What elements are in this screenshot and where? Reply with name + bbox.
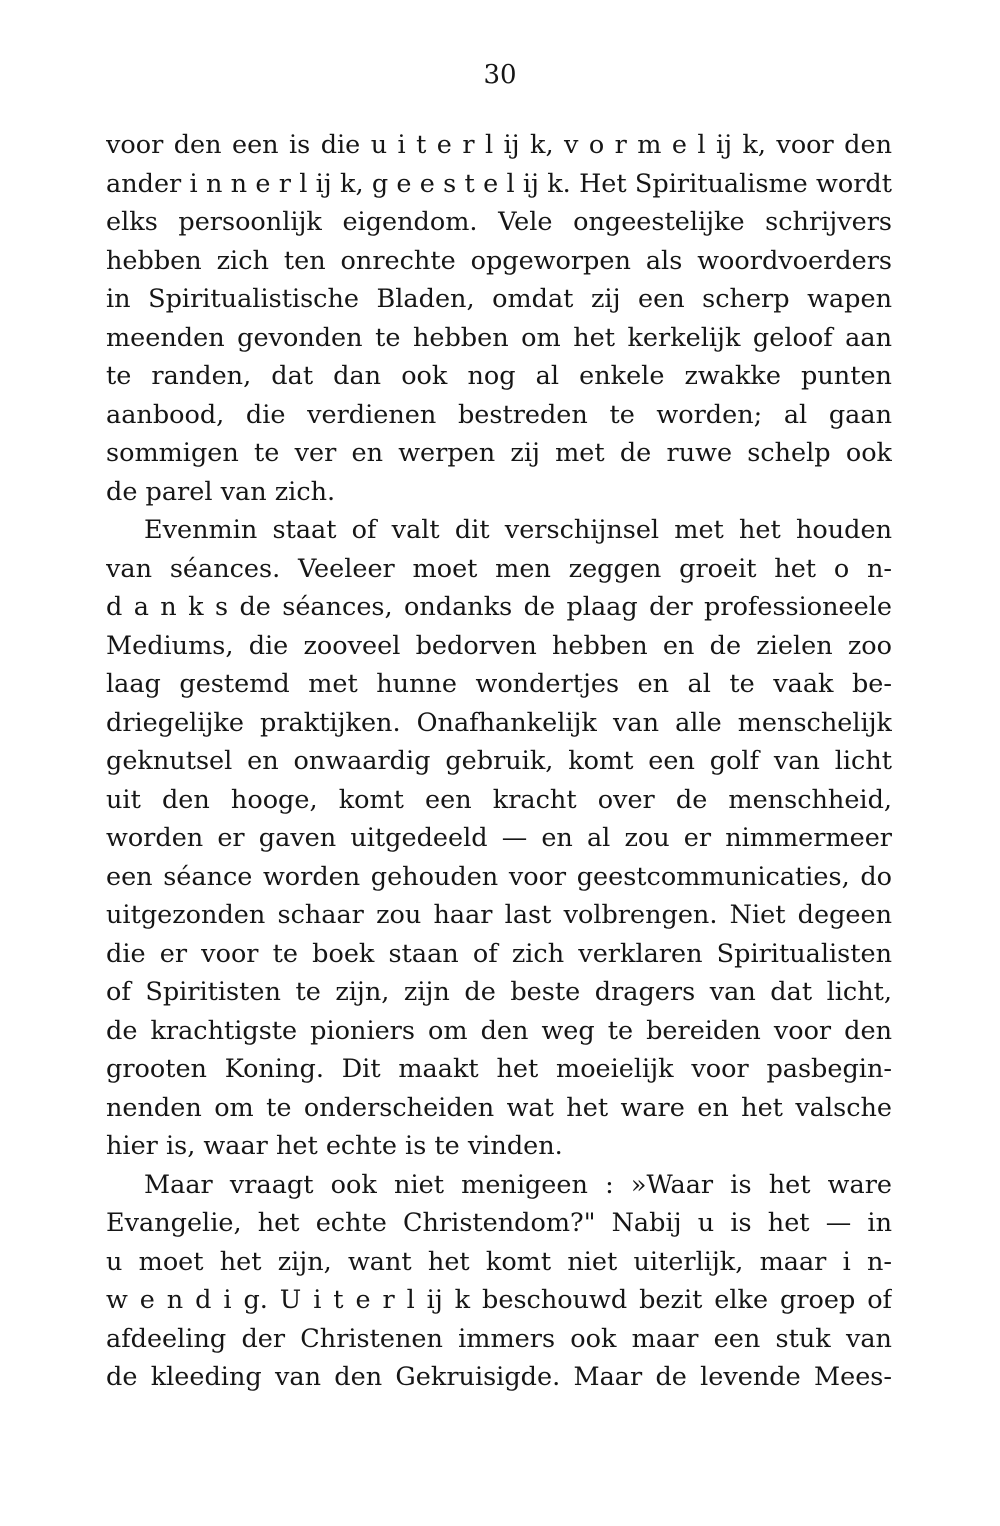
text-line: de krachtigste pioniers om den weg te bereiden voor den <box>106 1015 892 1046</box>
text-line: aanbood, die verdienen bestreden te worden; al gaan <box>106 399 892 430</box>
text-line: d a n k s de séances, ondanks de plaag der professioneele <box>106 592 892 622</box>
text-line: Evenmin staat of valt dit verschijnsel met het houden <box>144 515 892 545</box>
text-line: grooten Koning. Dit maakt het moeielijk voor pasbegin- <box>106 1054 892 1084</box>
page-number: 30 <box>483 60 517 90</box>
text-line: meenden gevonden te hebben om het kerkelijk geloof aan <box>106 322 892 353</box>
text-line: de parel van zich. <box>106 476 336 507</box>
text-line: sommigen te ver en werpen zij met de ruwe schelp ook <box>106 438 892 468</box>
text-line: driegelijke praktijken. Onafhankelijk van alle menschelijk <box>106 707 892 738</box>
text-line: u moet het zijn, want het komt niet uiterlijk, maar i n- <box>106 1246 892 1277</box>
text-line: een séance worden gehouden voor geestcommunicaties, do <box>106 861 892 892</box>
text-line: die er voor te boek staan of zich verklaren Spiritualisten <box>106 938 892 969</box>
text-line: of Spiritisten te zijn, zijn de beste dragers van dat licht, <box>106 977 892 1007</box>
text-line: in Spiritualistische Bladen, omdat zij een scherp wapen <box>106 284 892 314</box>
text-line: voor den een is die u i t e r l ij k, v o r m e l ij k, voor den <box>106 130 892 160</box>
text-line: ander i n n e r l ij k, g e e s t e l ij k. Het Spiritualisme wordt <box>106 168 892 199</box>
text-line: Mediums, die zooveel bedorven hebben en de zielen zoo <box>106 630 892 661</box>
text-line: geknutsel en onwaardig gebruik, komt een golf van licht <box>106 746 892 776</box>
text-line: te randen, dat dan ook nog al enkele zwakke punten <box>106 361 892 391</box>
text-line: hier is, waar het echte is te vinden. <box>106 1131 563 1161</box>
text-line: Evangelie, het echte Christendom?" Nabij u is het — in <box>106 1208 892 1238</box>
text-line: de kleeding van den Gekruisigde. Maar de levende Mees- <box>106 1362 892 1392</box>
text-line: laag gestemd met hunne wondertjes en al te vaak be- <box>106 669 892 699</box>
text-line: uitgezonden schaar zou haar last volbrengen. Niet degeen <box>106 900 892 930</box>
text-line: worden er gaven uitgedeeld — en al zou er nimmermeer <box>106 823 892 853</box>
text-line: Maar vraagt ook niet menigeen : »Waar is het ware <box>144 1169 892 1200</box>
text-line: uit den hooge, komt een kracht over de menschheid, <box>106 784 892 815</box>
text-line: w e n d i g. U i t e r l ij k beschouwd bezit elke groep of <box>106 1285 892 1315</box>
text-line: hebben zich ten onrechte opgeworpen als woordvoerders <box>106 245 892 276</box>
text-line: van séances. Veeleer moet men zeggen groeit het o n- <box>106 553 892 584</box>
text-line: nenden om te onderscheiden wat het ware en het valsche <box>106 1092 892 1123</box>
text-line: elks persoonlijk eigendom. Vele ongeestelijke schrijvers <box>106 207 892 237</box>
text-line: afdeeling der Christenen immers ook maar een stuk van <box>106 1323 892 1354</box>
body-text <box>106 126 892 1397</box>
